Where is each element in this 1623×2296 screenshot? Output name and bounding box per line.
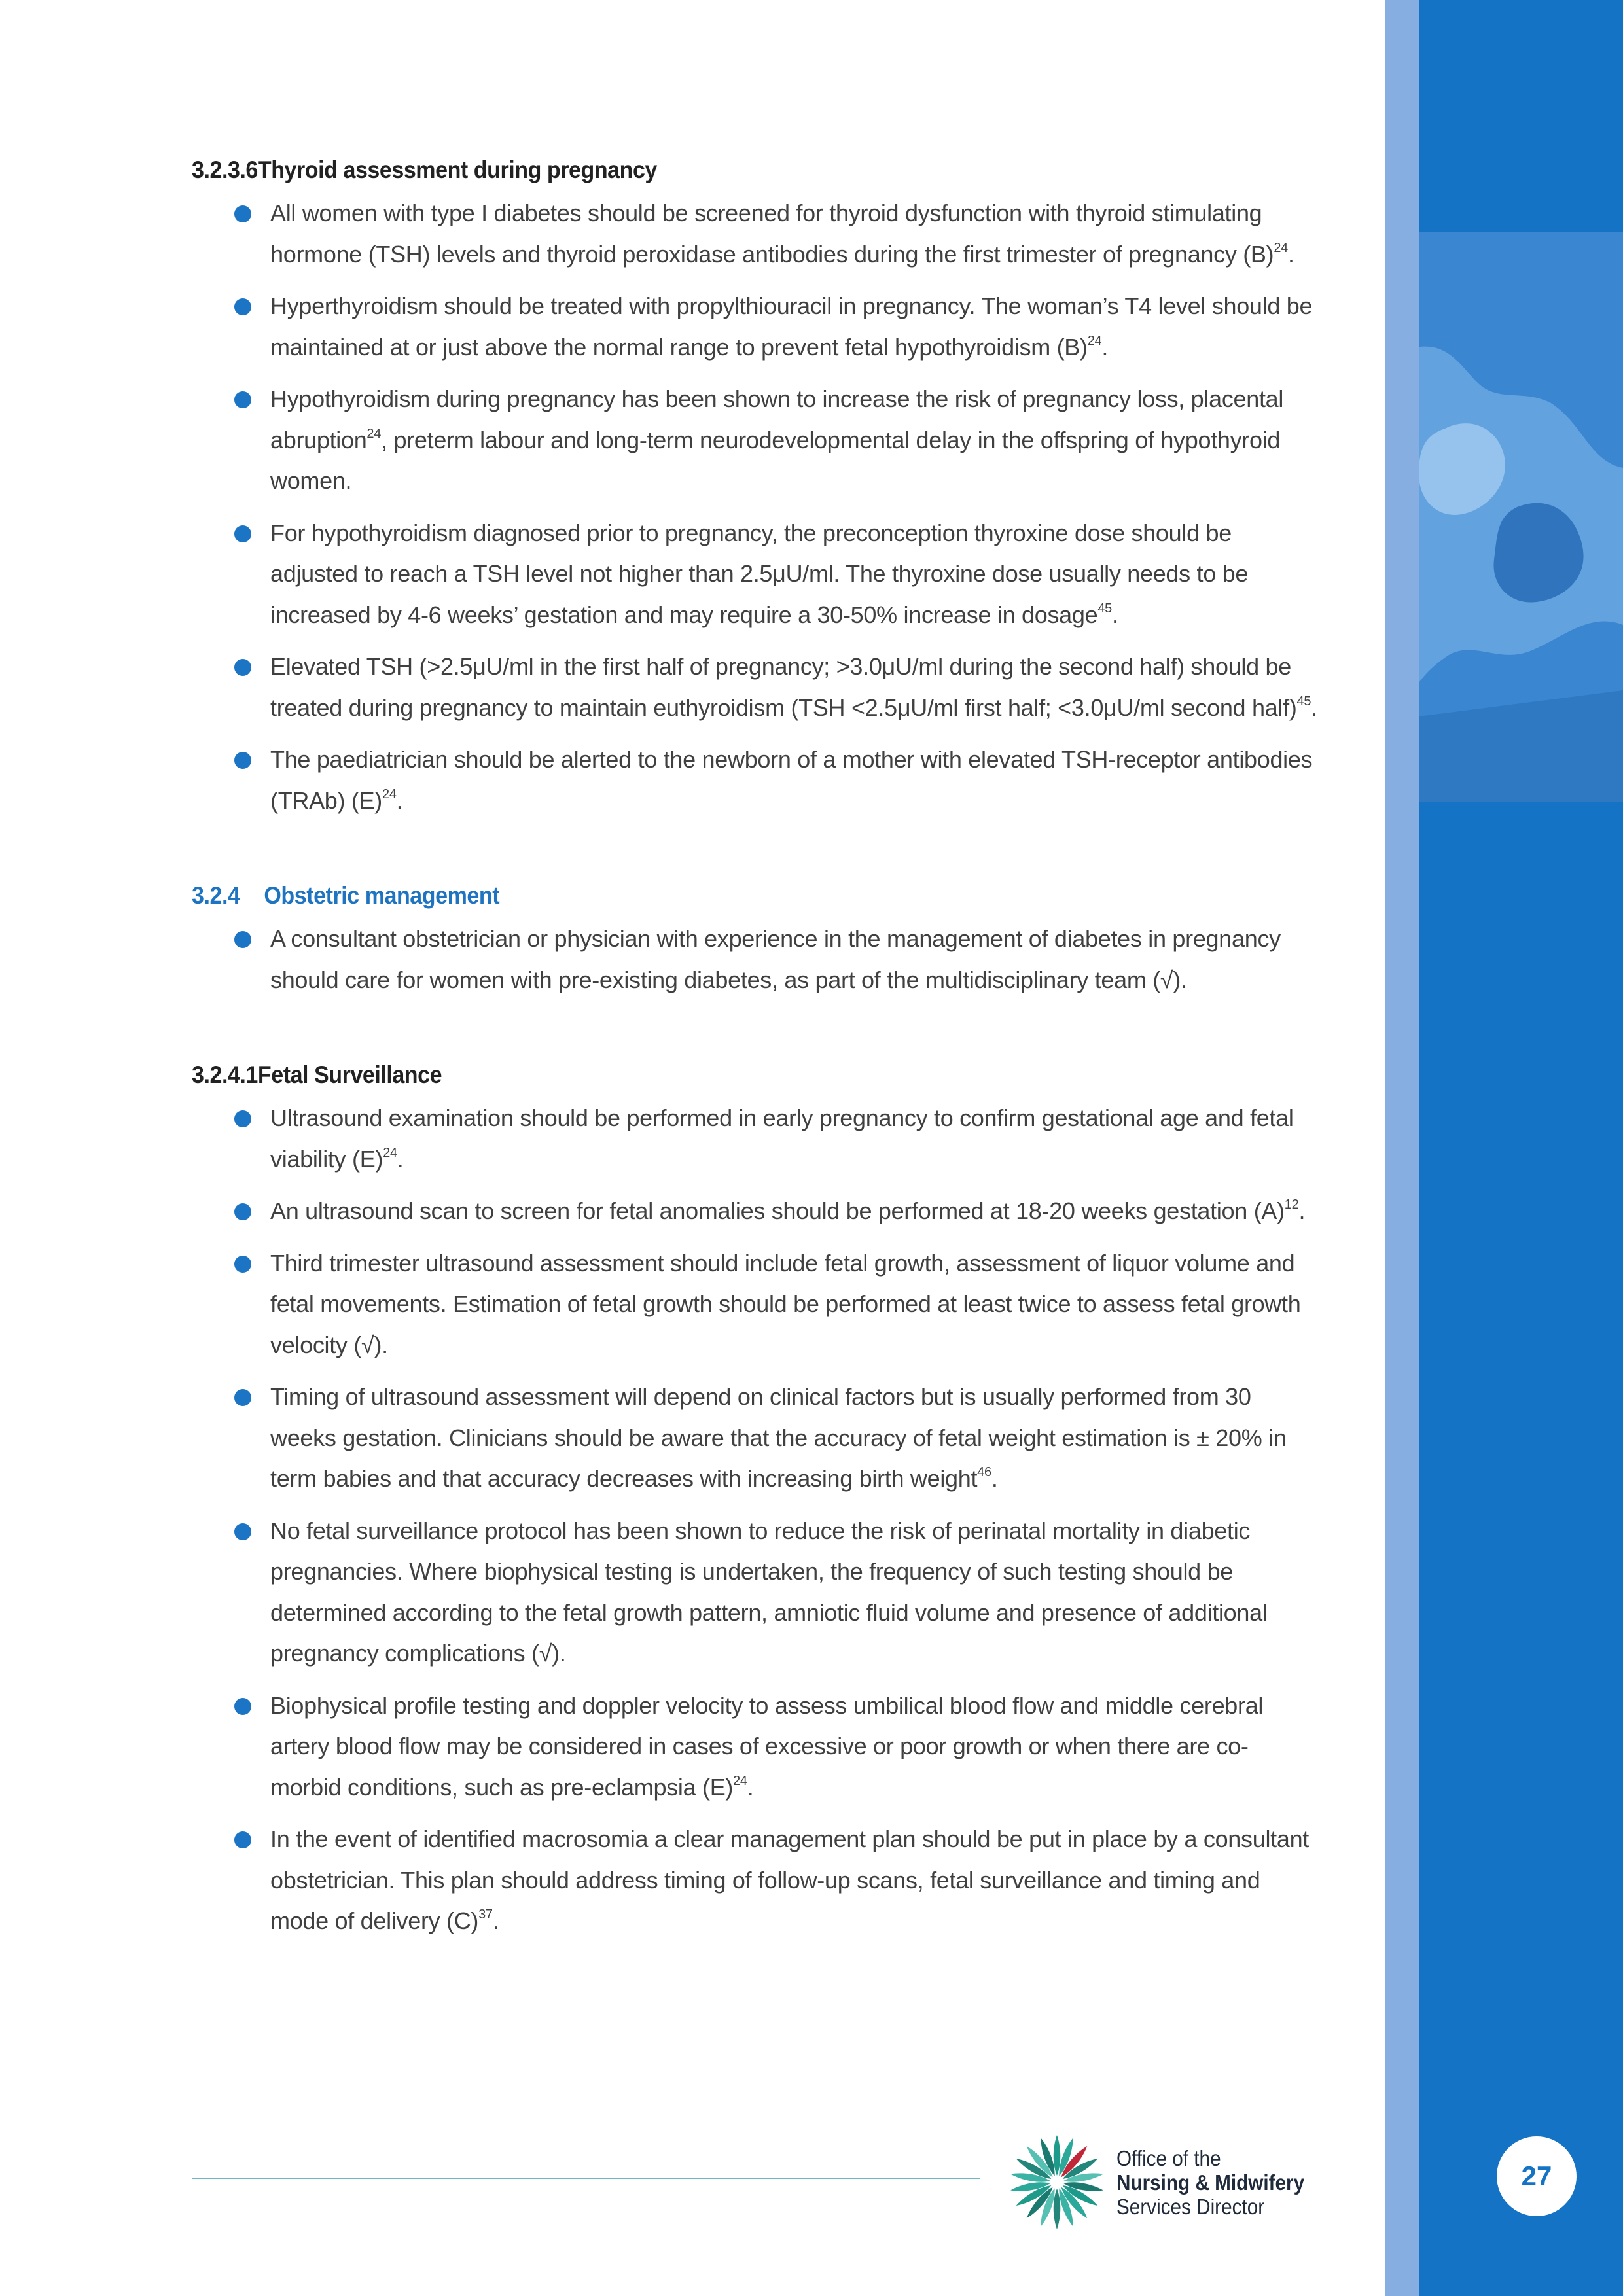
page-number: 27: [1521, 2161, 1552, 2191]
section-title: Obstetric management: [264, 882, 500, 909]
logo-line-2: Nursing & Midwifery: [1116, 2170, 1305, 2195]
reference-number: 37: [478, 1907, 493, 1922]
bullet-item: [192, 513, 1317, 636]
logo-line-3: Services Director: [1116, 2195, 1265, 2219]
bullet-text-tail: .: [1311, 694, 1317, 721]
bullet-text: A consultant obstetrician or physician with experience in the management of diabetes in pregnancy should care for women with pre-existing diabetes, as part of the multidisciplinary team (√).: [270, 925, 1281, 993]
bullet-item: [192, 1686, 1317, 1809]
bullet-text-tail: .: [1288, 240, 1294, 268]
side-band-light: [1385, 0, 1419, 2296]
reference-number: 45: [1097, 601, 1112, 616]
bullet-item: [192, 379, 1317, 502]
bullet-list-fetal: [192, 1098, 1317, 1942]
reference-number: 45: [1296, 694, 1311, 709]
bullet-item: [192, 1819, 1317, 1942]
puzzle-image: [1419, 232, 1623, 802]
page-content: [192, 147, 1317, 1953]
bullet-item: [192, 286, 1317, 368]
section-number: 3.2.4.1: [192, 1061, 258, 1088]
bullet-text: No fetal surveillance protocol has been shown to reduce the risk of perinatal mortality in diabetic pregnancies. Where biophysical testing is undertaken, the frequency of such testing should be determined according to the fetal growth pattern, amniotic fluid volume and presence of additional pregnancy complications (√).: [270, 1517, 1268, 1667]
bullet-text: Biophysical profile testing and doppler velocity to assess umbilical blood flow and middle cerebral artery blood flow may be considered in cases of excessive or poor growth or when there are co-morbid conditions, such as pre-eclampsia (E): [270, 1691, 1264, 1801]
section-number: 3.2.3.6: [192, 156, 258, 183]
bullet-item: [192, 646, 1317, 728]
bullet-item: [192, 1377, 1317, 1500]
bullet-item: [192, 739, 1317, 821]
section-title: Thyroid assessment during pregnancy: [257, 156, 657, 183]
logo-line-1: Office of the: [1116, 2146, 1221, 2170]
bullet-item: [192, 1191, 1317, 1232]
reference-number: 24: [733, 1773, 747, 1788]
bullet-list-thyroid: [192, 193, 1317, 821]
bullet-text-tail: , preterm labour and long-term neurodevelopmental delay in the offspring of hypothyroid women.: [270, 426, 1281, 494]
bullet-text-tail: .: [747, 1773, 754, 1801]
bullet-text-tail: .: [1298, 1197, 1306, 1224]
footer-rule: [192, 2178, 980, 2179]
reference-number: 24: [382, 786, 397, 802]
bullet-text-tail: .: [1111, 601, 1118, 628]
reference-number: 24: [366, 426, 382, 441]
reference-number: 24: [1087, 333, 1102, 348]
bullet-item: [192, 919, 1317, 1000]
bullet-item: [192, 1243, 1317, 1366]
reference-number: 12: [1284, 1197, 1299, 1212]
section-title: Fetal Surveillance: [257, 1061, 442, 1088]
reference-number: 24: [1274, 240, 1288, 255]
section-number: 3.2.4: [192, 882, 240, 909]
bullet-text-tail: .: [396, 786, 403, 814]
logo-petal: [1054, 2135, 1061, 2176]
bullet-text: All women with type I diabetes should be screened for thyroid dysfunction with thyroid stimulating hormone (TSH) levels and thyroid peroxidase antibodies during the first trimester of pregnancy (B): [270, 200, 1274, 268]
bullet-text: Elevated TSH (>2.5μU/ml in the first half of pregnancy; >3.0μU/ml during the second half) should be treated during pregnancy to maintain euthyroidism (TSH <2.5μU/ml first half; <3.0μU/ml second half): [270, 653, 1297, 721]
bullet-text-tail: .: [397, 1145, 404, 1173]
reference-number: 46: [977, 1465, 991, 1479]
bullet-text: For hypothyroidism diagnosed prior to pregnancy, the preconception thyroxine dose should be adjusted to reach a TSH level not higher than 2.5μU/ml. The thyroxine dose usually needs to be increased by 4-6 weeks’ gestation and may require a 30-50% increase in dosage: [270, 519, 1249, 628]
logo-petal: [1054, 2189, 1061, 2229]
section-heading-fetal: [192, 1052, 1227, 1098]
hse-logo-icon: [1005, 2130, 1109, 2234]
reference-number: 24: [383, 1145, 397, 1160]
bullet-text-tail: .: [1101, 333, 1109, 361]
page-number-badge: [1497, 2136, 1577, 2216]
bullet-text: Ultrasound examination should be performed in early pregnancy to confirm gestational age and fetal viability (E): [270, 1104, 1294, 1173]
bullet-item: [192, 1511, 1317, 1674]
section-heading-thyroid: [192, 147, 1227, 193]
bullet-list-obstetric: [192, 919, 1317, 1000]
bullet-text-tail: .: [492, 1907, 499, 1934]
bullet-text: The paediatrician should be alerted to the newborn of a mother with elevated TSH-receptor antibodies (TRAb) (E): [270, 746, 1313, 814]
bullet-text: Hyperthyroidism should be treated with propylthiouracil in pregnancy. The woman’s T4 level should be maintained at or just above the normal range to prevent fetal hypothyroidism (B): [270, 292, 1313, 361]
bullet-item: [192, 193, 1317, 275]
bullet-text: Third trimester ultrasound assessment should include fetal growth, assessment of liquor volume and fetal movements. Estimation of fetal growth should be performed at least twice to assess fetal growth velocity (√).: [270, 1249, 1301, 1358]
bullet-text: Timing of ultrasound assessment will depend on clinical factors but is usually performed from 30 weeks gestation. Clinicians should be aware that the accuracy of fetal weight estimation is ± 20% in term babies and that accuracy decreases with increasing birth weight: [270, 1383, 1287, 1492]
bullet-text: An ultrasound scan to screen for fetal anomalies should be performed at 18-20 weeks gestation (A): [270, 1197, 1285, 1224]
bullet-text: In the event of identified macrosomia a clear management plan should be put in place by a consultant obstetrician. This plan should address timing of follow-up scans, fetal surveillance and timing and mode of delivery (C): [270, 1826, 1309, 1934]
logo-text: [1116, 2146, 1304, 2219]
bullet-text: Hypothyroidism during pregnancy has been shown to increase the risk of pregnancy loss, placental abruption: [270, 385, 1284, 453]
section-heading-obstetric: [192, 873, 1227, 919]
bullet-text-tail: .: [991, 1465, 998, 1492]
bullet-item: [192, 1098, 1317, 1180]
